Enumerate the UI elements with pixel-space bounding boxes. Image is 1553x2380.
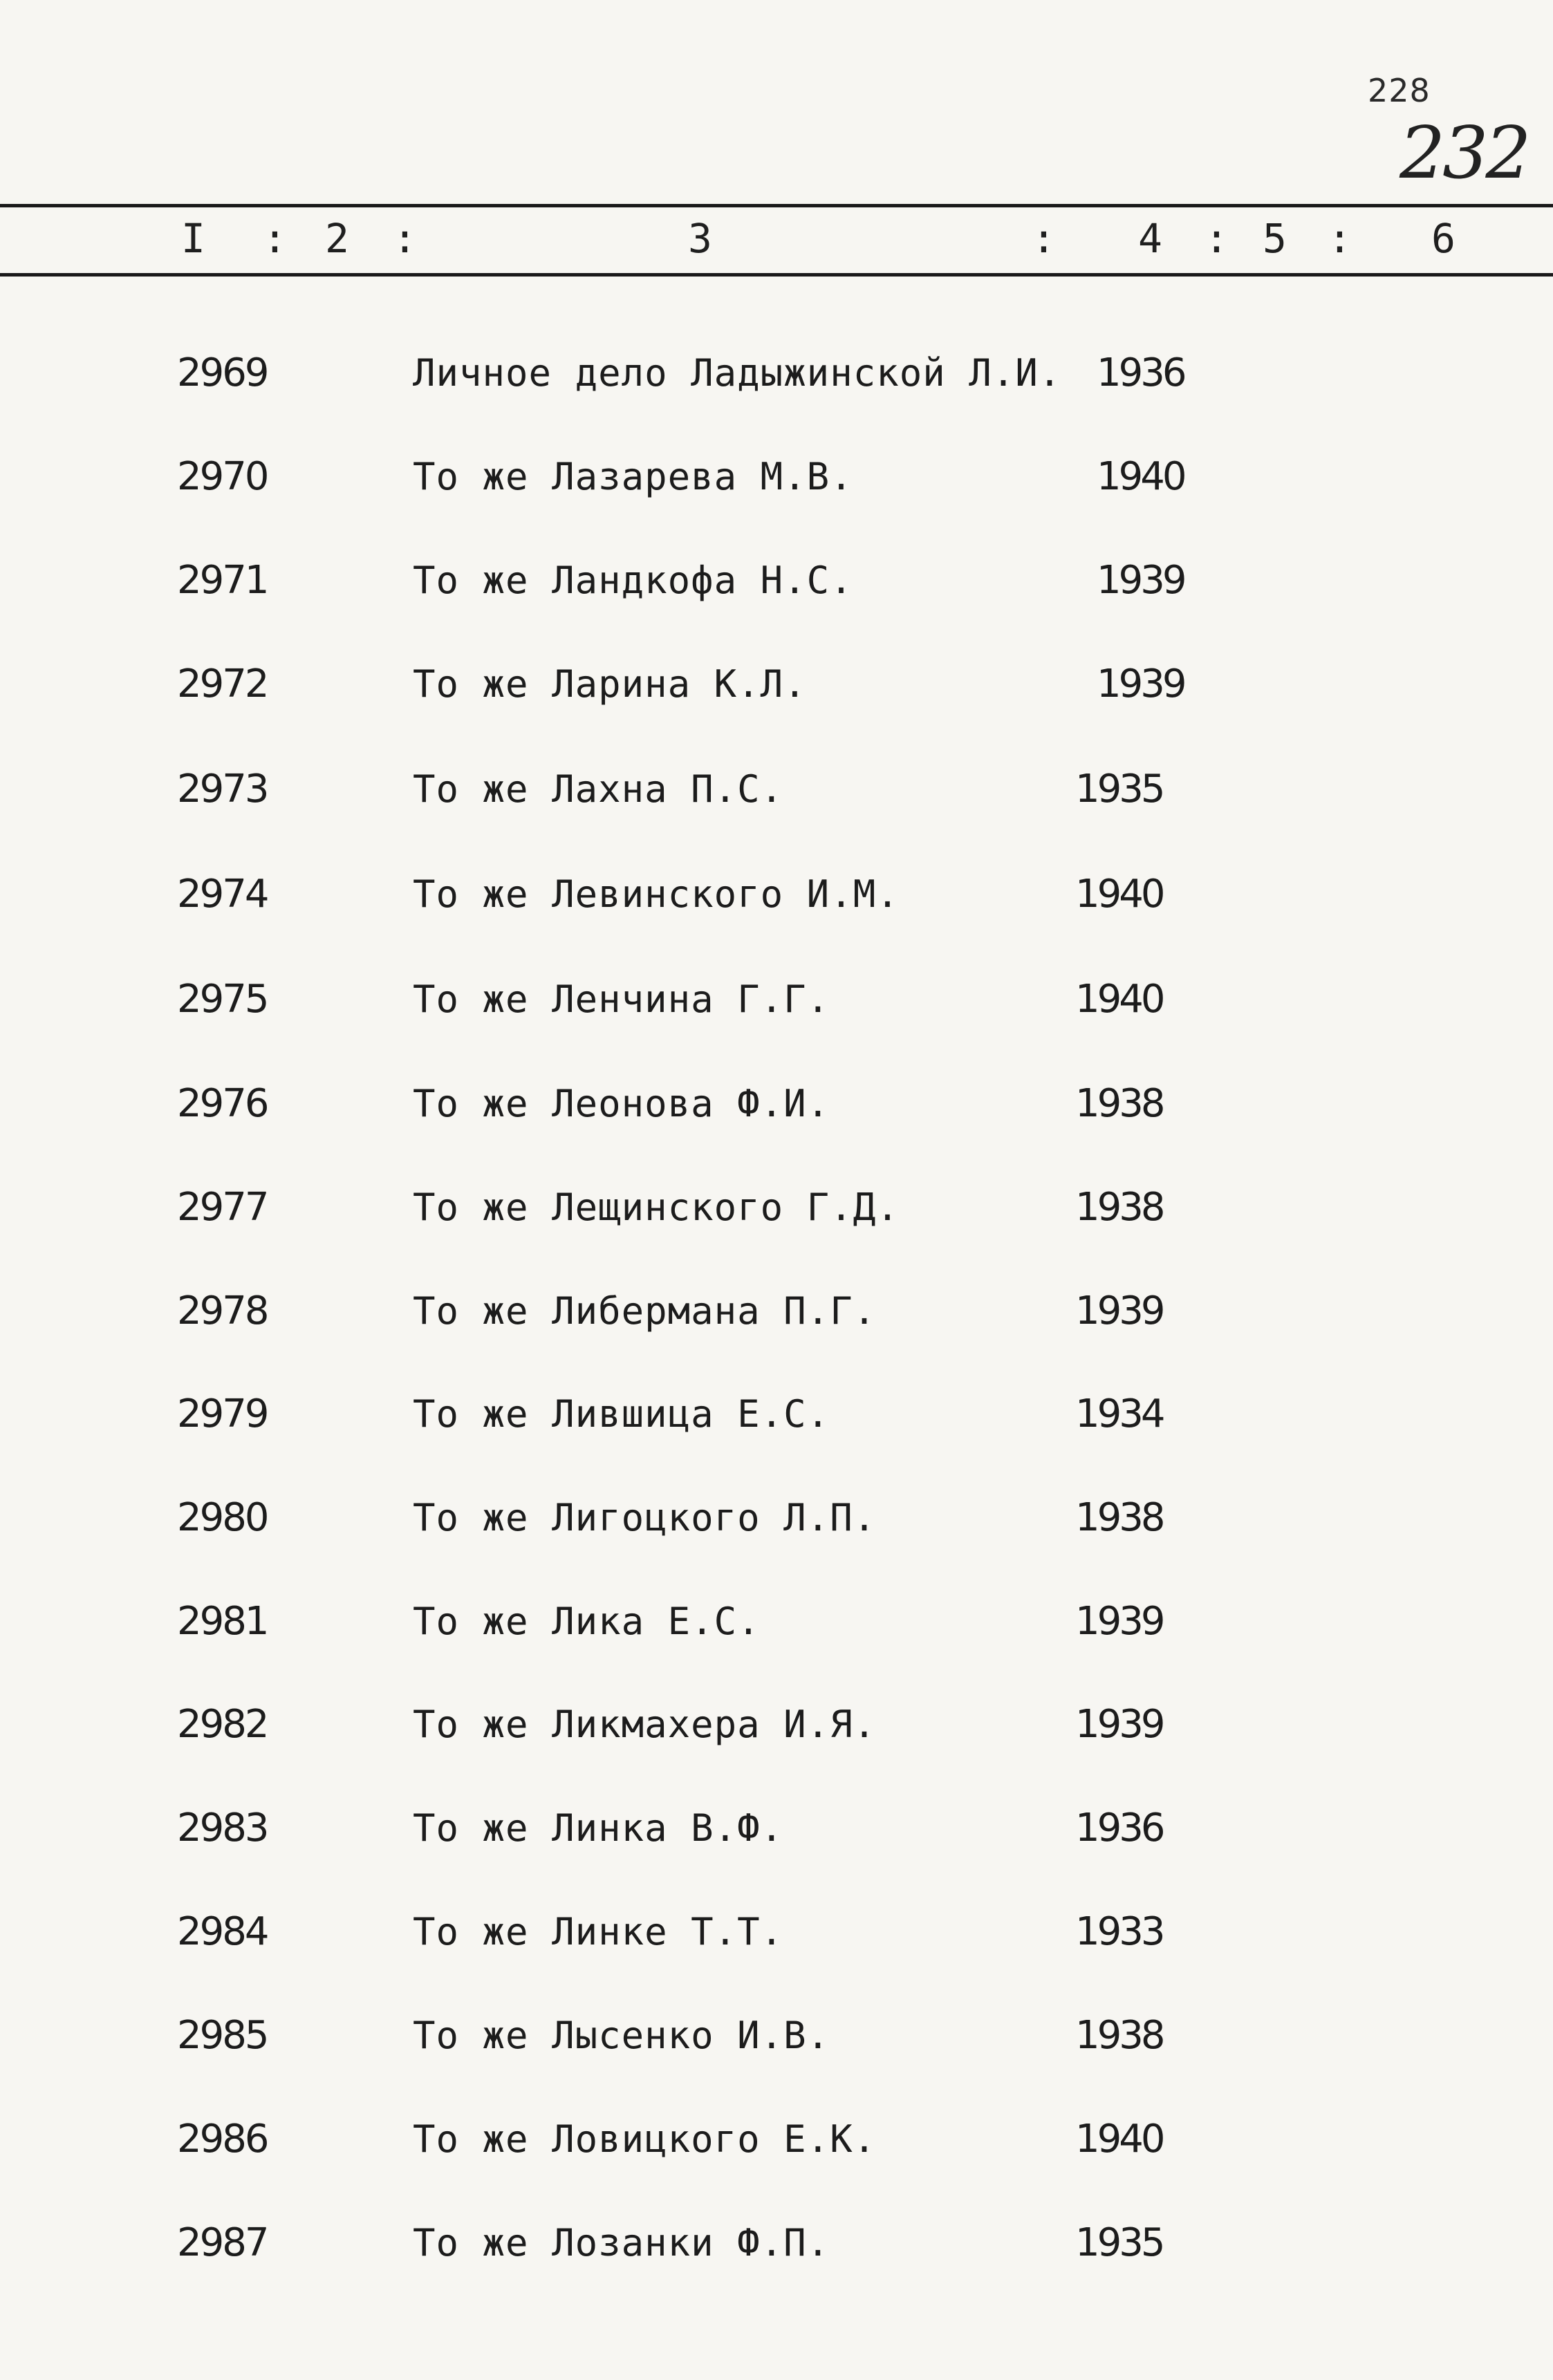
new-folio-number: 232 [1399, 111, 1529, 195]
column-header-3: 3 [688, 215, 712, 262]
file-title: То же Лившица Е.С. [413, 1392, 830, 1436]
file-number: 2980 [177, 1495, 268, 1540]
file-year: 1939 [1075, 1289, 1163, 1333]
file-number: 2984 [177, 1909, 268, 1954]
column-header-5: 5 [1263, 215, 1287, 262]
file-number: 2975 [177, 977, 268, 1022]
file-title: То же Леонова Ф.И. [413, 1082, 830, 1125]
column-separator: : [1328, 215, 1352, 262]
file-title: То же Линке Т.Т. [413, 1910, 784, 1953]
file-title: То же Левинского И.М. [413, 872, 900, 916]
file-year: 1938 [1075, 1081, 1163, 1126]
table-row [0, 2112, 1553, 2167]
file-title: То же Либермана П.Г. [413, 1289, 877, 1333]
file-year: 1939 [1097, 558, 1184, 603]
column-separator: : [1205, 215, 1229, 262]
file-title: То же Ленчина Г.Г. [413, 977, 830, 1021]
old-folio-number: 228 [1368, 72, 1431, 109]
file-title: То же Ловицкого Е.К. [413, 2117, 877, 2161]
table-row [0, 2008, 1553, 2063]
file-number: 2971 [177, 558, 268, 603]
table-row [0, 1801, 1553, 1856]
file-year: 1938 [1075, 2013, 1163, 2058]
file-title: То же Ликмахера И.Я. [413, 1703, 877, 1746]
table-row [0, 1076, 1553, 1132]
file-number: 2978 [177, 1289, 268, 1333]
file-number: 2985 [177, 2013, 268, 2058]
file-number: 2981 [177, 1599, 268, 1644]
table-row [0, 1904, 1553, 1960]
file-number: 2973 [177, 767, 268, 812]
table-row [0, 449, 1553, 505]
column-header-1: I [181, 215, 205, 262]
file-year: 1940 [1075, 2117, 1163, 2162]
table-row [0, 1490, 1553, 1546]
file-number: 2983 [177, 1806, 268, 1850]
file-title: То же Ларина К.Л. [413, 662, 807, 706]
column-header-2: 2 [325, 215, 349, 262]
file-year: 1935 [1075, 2220, 1163, 2265]
header-bottom-rule [0, 273, 1553, 277]
file-title: Личное дело Ладыжинской Л.И. [413, 351, 1062, 395]
table-row [0, 553, 1553, 608]
table-row [0, 867, 1553, 922]
file-number: 2977 [177, 1185, 268, 1230]
file-title: То же Линка В.Ф. [413, 1806, 784, 1850]
table-row [0, 1284, 1553, 1339]
file-year: 1938 [1075, 1185, 1163, 1230]
table-row [0, 1180, 1553, 1235]
file-number: 2972 [177, 662, 268, 706]
file-title: То же Ландкофа Н.С. [413, 559, 853, 602]
file-year: 1936 [1075, 1806, 1163, 1850]
file-title: То же Лика Е.С. [413, 1600, 761, 1643]
file-year: 1936 [1097, 350, 1184, 395]
file-year: 1938 [1075, 1495, 1163, 1540]
table-row [0, 1387, 1553, 1442]
file-title: То же Лигоцкого Л.П. [413, 1496, 877, 1539]
file-year: 1935 [1075, 767, 1163, 812]
column-separator: : [263, 215, 287, 262]
file-year: 1940 [1097, 454, 1184, 499]
file-year: 1939 [1097, 662, 1184, 706]
file-number: 2986 [177, 2117, 268, 2162]
file-number: 2970 [177, 454, 268, 499]
file-year: 1939 [1075, 1702, 1163, 1747]
file-year: 1939 [1075, 1599, 1163, 1644]
file-number: 2969 [177, 350, 268, 395]
file-number: 2979 [177, 1392, 268, 1436]
table-row [0, 1697, 1553, 1752]
table-row [0, 346, 1553, 401]
file-year: 1933 [1075, 1909, 1163, 1954]
file-number: 2982 [177, 1702, 268, 1747]
file-year: 1940 [1075, 872, 1163, 917]
header-top-rule [0, 204, 1553, 207]
file-year: 1940 [1075, 977, 1163, 1022]
file-number: 2987 [177, 2220, 268, 2265]
table-row [0, 1594, 1553, 1649]
column-header-4: 4 [1138, 215, 1162, 262]
column-separator: : [1032, 215, 1056, 262]
table-row [0, 657, 1553, 712]
file-title: То же Лазарева М.В. [413, 455, 853, 498]
file-title: То же Лозанки Ф.П. [413, 2221, 830, 2265]
table-row [0, 972, 1553, 1027]
file-title: То же Лысенко И.В. [413, 2014, 830, 2057]
file-title: То же Лахна П.С. [413, 767, 784, 811]
file-title: То же Лещинского Г.Д. [413, 1186, 900, 1229]
file-number: 2976 [177, 1081, 268, 1126]
column-separator: : [393, 215, 417, 262]
file-number: 2974 [177, 872, 268, 917]
column-header-6: 6 [1431, 215, 1456, 262]
table-row [0, 762, 1553, 817]
file-year: 1934 [1075, 1392, 1163, 1436]
table-row [0, 2215, 1553, 2271]
